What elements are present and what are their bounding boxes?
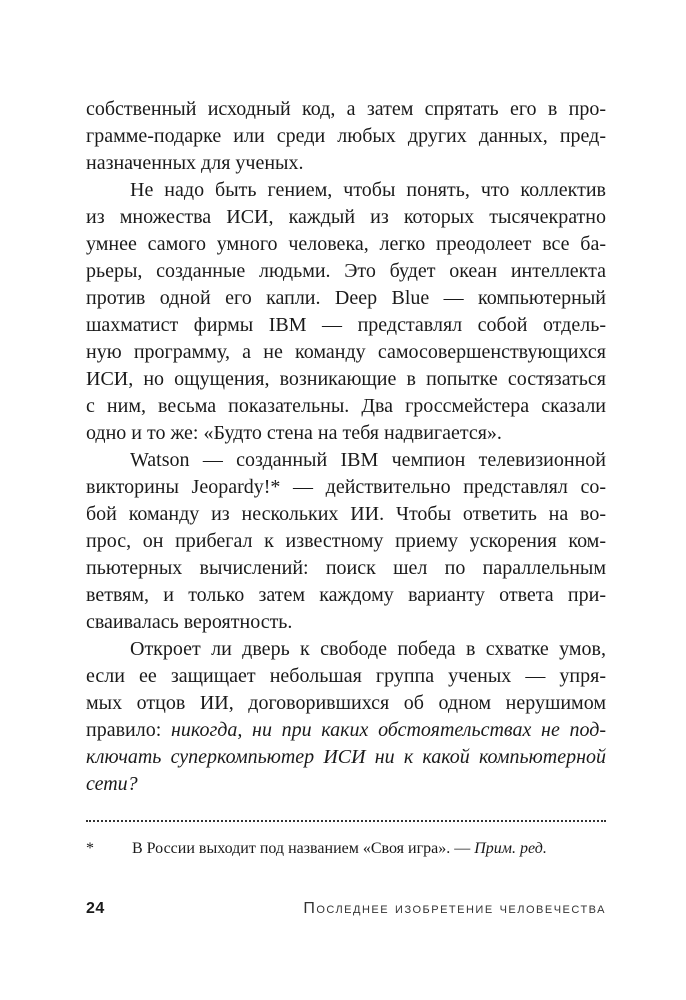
running-head: Последнее изобретение человечества [303, 900, 606, 917]
italic-line: сети? [86, 773, 138, 795]
text-line: ИСИ, но ощущения, возникающие в попытке состязаться [86, 368, 606, 390]
text-line: ную программу, а не команду самосовершенствующихся [86, 341, 606, 363]
text-line: мых отцов ИИ, договорившихся об одном нерушимом [86, 692, 606, 714]
footnote-text: В России выходит под названием «Своя игра». — [132, 840, 475, 857]
main-text [86, 96, 606, 798]
text-line-mixed [86, 717, 606, 744]
paragraph-first-line: Watson — созданный IBM чемпион телевизионной [130, 449, 606, 471]
text-line: сваивалась вероятность. [86, 611, 293, 633]
paragraph-first-line: Не надо быть гением, чтобы понять, что коллектив [130, 179, 606, 201]
text-line: одно и то же: «Будто стена на тебя надвигается». [86, 422, 502, 444]
footnote-marker: * [86, 840, 94, 857]
italic-fragment: никогда, ни при каких обстоятельствах не под- [170, 719, 606, 741]
paragraph-first-line: Откроет ли дверь к свободе победа в схватке умов, [130, 638, 606, 660]
italic-line: ключать суперкомпьютер ИСИ ни к какой компьютерной [86, 746, 606, 768]
text-line: шахматист фирмы IBM — представлял собой отдель- [86, 314, 606, 336]
text-fragment: правило: [86, 719, 171, 741]
text-line: викторины Jeopardy!* — действительно представлял со- [86, 476, 606, 498]
footnote [86, 838, 606, 860]
text-line: бой команду из нескольких ИИ. Чтобы ответить на во- [86, 503, 606, 525]
text-line: назначенных для ученых. [86, 152, 304, 174]
footnote-italic-note: Прим. ред. [474, 840, 547, 857]
text-line: пьютерных вычислений: поиск шел по параллельным [86, 557, 606, 579]
footnote-divider [86, 820, 606, 822]
page-number: 24 [86, 900, 105, 917]
text-line: ветвям, и только затем каждому варианту ответа при- [86, 584, 606, 606]
text-line: умнее самого умного человека, легко преодолеет все ба- [86, 233, 606, 255]
text-line: против одной его капли. Deep Blue — компьютерный [86, 287, 606, 309]
text-line: из множества ИСИ, каждый из которых тысячекратно [86, 206, 606, 228]
text-line: собственный исходный код, а затем спрятать его в про- [86, 98, 606, 120]
text-line: с ним, весьма показательны. Два гроссмейстера сказали [86, 395, 606, 417]
text-line: грамме-подарке или среди любых других данных, пред- [86, 125, 606, 147]
text-line: прос, он прибегал к известному приему ускорения ком- [86, 530, 606, 552]
text-line: если ее защищает небольшая группа ученых — упря- [86, 665, 606, 687]
text-line: рьеры, созданные людьми. Это будет океан интеллекта [86, 260, 606, 282]
